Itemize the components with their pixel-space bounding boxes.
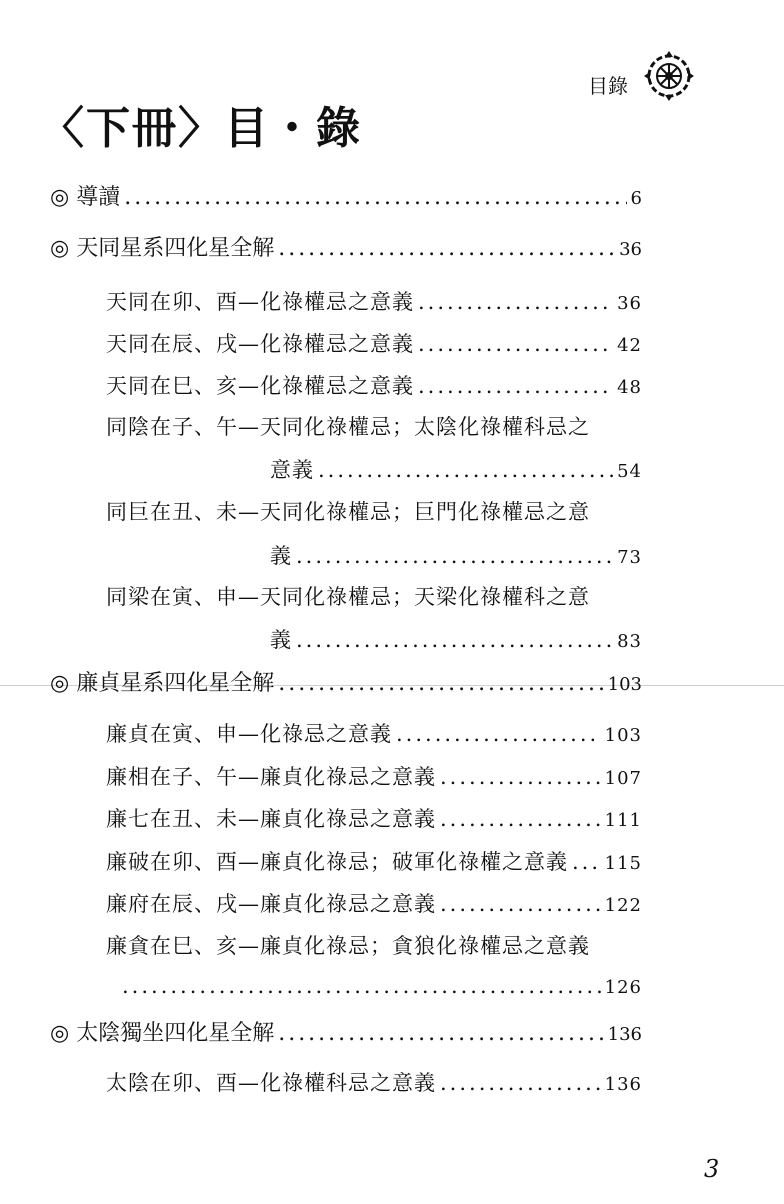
toc-entry [106, 888, 642, 918]
toc-entry [50, 666, 642, 697]
leader-dots [124, 185, 626, 210]
toc-entry-page: 136 [607, 1024, 642, 1045]
toc-entry [106, 286, 642, 316]
toc-entry [270, 454, 642, 484]
toc-entry [50, 1016, 642, 1047]
toc-entry [270, 624, 642, 654]
leader-dots [296, 628, 613, 652]
toc-entry-cont: 義 [270, 628, 292, 652]
toc-entry-page: 103 [604, 725, 642, 746]
toc-entry-label: 廉貞在寅、申—化祿忌之意義 [106, 722, 392, 746]
toc-entry-label: 同梁在寅、申—天同化祿權忌；天梁化祿權科之意 [106, 585, 590, 609]
toc-entry [50, 180, 642, 211]
toc-entry-label: 廉貪在巳、亥—廉貞化祿忌；貪狼化祿權忌之意義 [106, 934, 590, 958]
toc-entry-page: 42 [617, 335, 642, 356]
toc-entry-cont: 義 [270, 544, 292, 568]
toc-entry-label: 廉七在丑、未—廉貞化祿忌之意義 [106, 807, 436, 831]
toc-entry-page: 136 [604, 1074, 642, 1095]
leader-dots [418, 374, 613, 398]
toc-entry-page: 36 [617, 293, 642, 314]
toc-entry [106, 803, 642, 833]
toc-entry [106, 328, 642, 358]
leader-dots [278, 671, 603, 696]
toc-entry-page: 103 [607, 674, 642, 695]
toc-entry-page: 6 [630, 188, 642, 209]
toc-entry [106, 370, 642, 400]
leader-dots [418, 290, 613, 314]
leader-dots [440, 892, 601, 916]
leader-dots [440, 765, 601, 789]
leader-dots [278, 236, 615, 261]
toc-entry [106, 761, 642, 791]
toc-entry [270, 540, 642, 570]
toc-entry-label: 廉相在子、午—廉貞化祿忌之意義 [106, 765, 436, 789]
toc-entry-label: 同陰在子、午—天同化祿權忌；太陰化祿權科忌之 [106, 415, 590, 439]
toc-entry-label: 太陰在卯、酉—化祿權科忌之意義 [106, 1071, 436, 1095]
toc-entry-page: 122 [604, 895, 642, 916]
toc-entry-label: 同巨在丑、未—天同化祿權忌；巨門化祿權忌之意 [106, 500, 590, 524]
toc-entry [50, 231, 642, 262]
page-number: 3 [704, 1155, 720, 1183]
lotus-wheel-icon [641, 48, 697, 104]
leader-dots [572, 850, 601, 874]
toc-entry-page: 83 [617, 631, 642, 652]
leader-dots [396, 722, 601, 746]
toc-entry-label: ◎ 太陰獨坐四化星全解 [50, 1021, 275, 1046]
toc-entry-label: 廉府在辰、戌—廉貞化祿忌之意義 [106, 892, 436, 916]
leader-dots [418, 332, 613, 356]
leader-dots [318, 458, 613, 482]
toc-entry-label: ◎ 天同星系四化星全解 [50, 236, 275, 261]
toc-entry-page: 54 [617, 461, 642, 482]
toc-entry [106, 1067, 642, 1097]
toc-entry-cont: 意義 [270, 458, 314, 482]
toc-entry-page: 126 [604, 977, 642, 998]
toc-entry-page: 73 [617, 547, 642, 568]
toc-entry-page: 107 [604, 768, 642, 789]
toc-entry-label: ◎ 導讀 [50, 185, 121, 210]
toc-entry-page: 115 [604, 853, 642, 874]
toc-entry-label: 廉破在卯、酉—廉貞化祿忌；破軍化祿權之意義 [106, 850, 568, 874]
toc-entry-label: 天同在巳、亥—化祿權忌之意義 [106, 374, 414, 398]
leader-dots [278, 1021, 603, 1046]
header-label: 目錄 [588, 74, 628, 98]
toc-entry-page: 111 [604, 810, 642, 831]
toc-entry-label: 天同在卯、酉—化祿權忌之意義 [106, 290, 414, 314]
toc-entry [106, 718, 642, 748]
toc-entry-label: 天同在辰、戌—化祿權忌之意義 [106, 332, 414, 356]
toc-entry-page: 48 [617, 377, 642, 398]
toc-entry-label: ◎ 廉貞星系四化星全解 [50, 671, 275, 696]
toc-entry [118, 974, 642, 998]
toc-entry-page: 36 [619, 239, 642, 260]
toc-entry [106, 846, 642, 876]
page-title: 〈下冊〉目・錄 [40, 103, 362, 154]
leader-dots [296, 544, 613, 568]
leader-dots [122, 974, 601, 998]
leader-dots [440, 807, 601, 831]
leader-dots [440, 1071, 601, 1095]
